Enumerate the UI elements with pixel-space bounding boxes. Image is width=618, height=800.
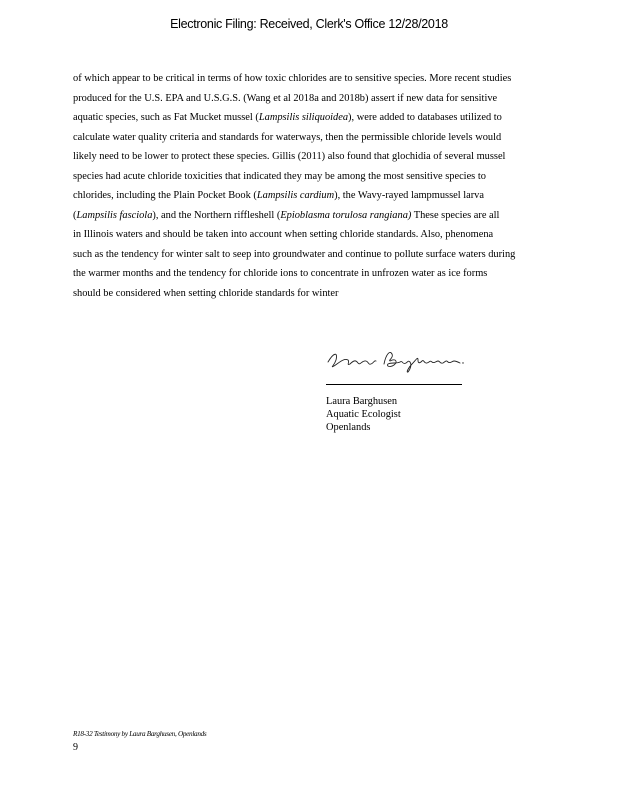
body-line — [73, 147, 559, 167]
text-run: likely need to be lower to protect these species. Gillis (2011) also found that glochidia of several mussel — [73, 151, 506, 162]
body-line — [73, 69, 559, 89]
text-run: produced for the U.S. EPA and U.S.G.S. (Wang et al 2018a and 2018b) assert if new data for sensitive — [73, 92, 498, 104]
species-name: Lampsilis cardium — [256, 190, 335, 201]
body-line — [73, 186, 559, 206]
body-line — [73, 284, 559, 304]
body-line — [73, 264, 559, 284]
text-run: should be considered when setting chloride standards for winter — [73, 287, 339, 299]
text-run: of which appear to be critical in terms of how toxic chlorides are to sensitive species. More recent studies — [73, 73, 512, 84]
text-run: These species are all — [411, 209, 500, 221]
body-line — [73, 225, 559, 245]
signature-line — [326, 384, 462, 385]
text-run: ( — [73, 209, 77, 221]
text-run: species had acute chloride toxicities that indicated they may be among the most sensitive species to — [73, 170, 486, 182]
footer-caption: R18-32 Testimony by Laura Barghusen, Openlands — [73, 730, 207, 738]
species-name: Epioblasma torulosa rangiana) — [280, 209, 412, 221]
text-run: ), and the Northern riffleshell ( — [152, 209, 281, 221]
text-run: chlorides, including the Plain Pocket Book ( — [73, 190, 257, 201]
filing-stamp-header: Electronic Filing: Received, Clerk's Office 12/28/2018 — [170, 17, 448, 31]
body-line — [73, 108, 559, 128]
text-run: in Illinois waters and should be taken into account when setting chloride standards. Also, phenomena — [73, 229, 494, 240]
species-name: Lampsilis siliquoidea — [258, 112, 349, 123]
signer-organization: Openlands — [326, 422, 371, 433]
body-line — [73, 245, 559, 265]
text-run: ), the Wavy-rayed lampmussel larva — [334, 190, 484, 201]
signature-block — [326, 348, 476, 434]
text-run: aquatic species, such as Fat Mucket mussel ( — [73, 112, 259, 123]
species-name: Lampsilis fasciola — [76, 209, 153, 221]
text-run: calculate water quality criteria and standards for waterways, then the permissible chloride levels would — [73, 131, 502, 143]
body-line — [73, 89, 559, 109]
body-line — [73, 167, 559, 187]
text-run: such as the tendency for winter salt to seep into groundwater and continue to pollute surface waters during — [73, 248, 516, 260]
signer-title: Aquatic Ecologist — [326, 409, 401, 420]
body-line — [73, 128, 559, 148]
text-run: the warmer months and the tendency for chloride ions to concentrate in unfrozen water as ice forms — [73, 268, 488, 279]
text-run: ), were added to databases utilized to — [348, 112, 502, 123]
body-line — [73, 206, 559, 226]
testimony-body-text — [73, 69, 559, 303]
handwritten-signature — [326, 348, 466, 374]
signer-name: Laura Barghusen — [326, 396, 398, 407]
page-number: 9 — [73, 742, 78, 753]
